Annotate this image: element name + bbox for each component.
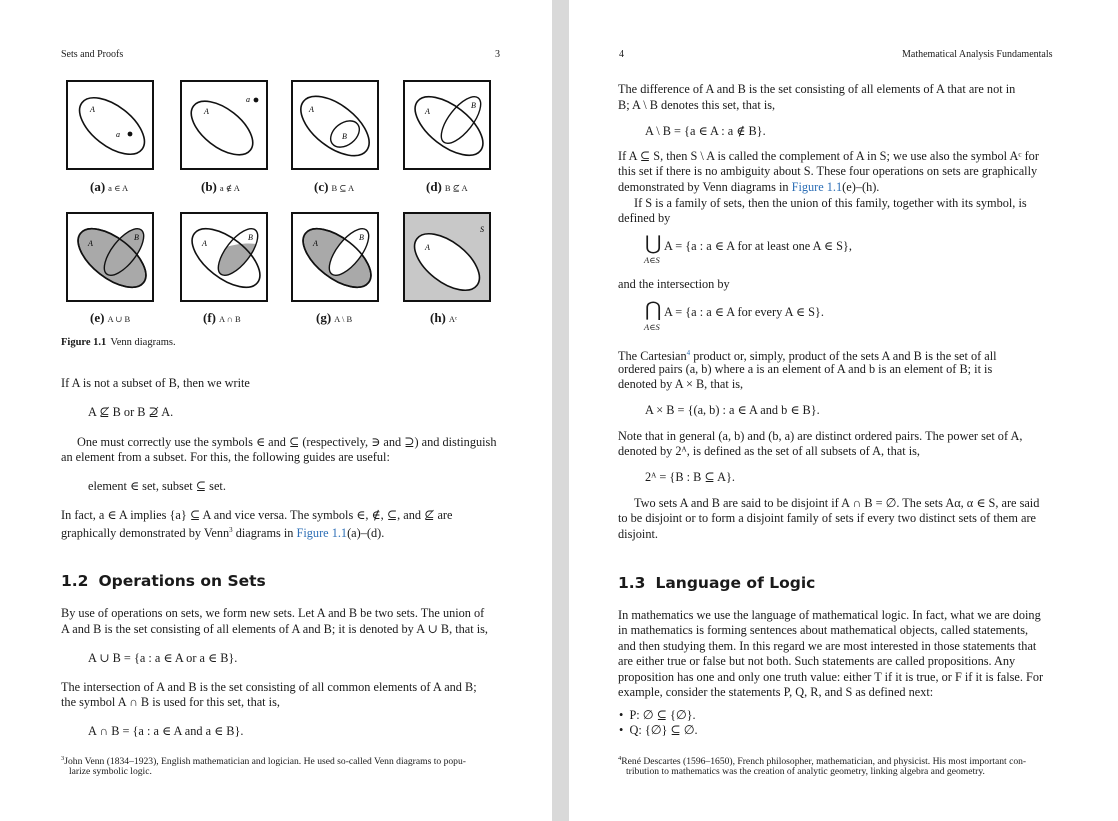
venn-diagram-a [68,82,152,168]
page-gutter [552,0,569,821]
paragraph-line: to be disjoint or to form a disjoint family of sets if every two distinct sets of them are [618,511,1037,525]
equation: A × B = {(a, b) : a ∈ A and b ∈ B}. [645,403,820,417]
panel-caption-f: (f) A ∩ B [203,310,241,325]
panel-caption-g: (g) A \ B [316,310,353,325]
paragraph-line: graphically demonstrated by Venn$^3$ diagrams in Figure 1.1(a)–(d). [61,526,385,541]
paragraph: If A is not a subset of B, then we write [61,376,250,390]
equation: A ⊈ B or B ⊉ A. [88,405,174,419]
running-head: Sets and Proofs [61,49,124,60]
venn-diagram-d [405,82,489,168]
panel-caption-b: (b) a ∉ A [201,179,240,194]
venn-panel-f [180,212,268,302]
paragraph-line: ordered pairs (a, b) where a is an element of A and b is an element of B; it is [618,362,993,376]
page-number: 3 [495,49,500,60]
figure-link[interactable]: Figure 1.1 [296,526,348,541]
venn-panel-c [291,80,379,170]
venn-diagram-h [405,214,489,300]
equation-subscript: A∈S [644,255,660,265]
venn-diagram-g [293,214,377,300]
svg-text:A: A [425,107,430,116]
right-page [569,0,1118,821]
footnote-line: larize symbolic logic. [69,766,152,777]
svg-text:S: S [480,225,484,234]
paragraph-line: A and B is the set consisting of all elements of A and B; it is denoted by A ∪ B, that is, [61,622,489,636]
svg-text:a: a [246,95,250,104]
paragraph-line: If A ⊆ S, then S \ A is called the complement of A in S; we use also the symbol Aᶜ for [618,149,1039,163]
paragraph-line: defined by [618,211,671,225]
paragraph-line: proposition has one and only one truth value: either T if it is true, or F if it is false. For [618,670,1044,684]
venn-diagram-e [68,214,152,300]
footnote: $^3$John Venn (1834–1923), English mathematician and logician. He used so-called Venn diagrams to popu- [61,755,466,768]
equation: A ∪ B = {a : a ∈ A or a ∈ B}. [88,651,238,665]
paragraph-line: One must correctly use the symbols ∈ and ⊆ (respectively, ∋ and ⊇) and distinguish [77,435,497,449]
paragraph-line: If S is a family of sets, then the union of this family, together with its symbol, is [634,196,1027,210]
figure-caption: Figure 1.1 Venn diagrams. [61,337,176,348]
svg-text:B: B [134,233,139,242]
venn-panel-g [291,212,379,302]
panel-caption-h: (h) Aᶜ [430,310,458,325]
svg-text:B: B [471,101,476,110]
paragraph-line: and then studying them. In this regard we are most interested in those statements that [618,639,1037,653]
paragraph-line: The Cartesian$^4$ product or, simply, product of the sets A and B is the set of all [618,349,997,364]
svg-text:A: A [204,107,209,116]
panel-caption-a: (a) a ∈ A [90,179,129,194]
paragraph-line: In mathematics we use the language of mathematical logic. In fact, what we are doing [618,608,1041,622]
paragraph-line: Note that in general (a, b) and (b, a) are distinct ordered pairs. The power set of A, [618,429,1023,443]
equation: A \ B = {a ∈ A : a ∉ B}. [645,124,766,138]
paragraph-line: an element from a subset. For this, the following guides are useful: [61,450,390,464]
svg-text:A: A [425,243,430,252]
big-union-symbol: ⋃ [645,233,662,255]
svg-text:A: A [90,105,95,114]
equation: A = {a : a ∈ A for at least one A ∈ S}, [664,239,852,253]
equation: 2ᴬ = {B : B ⊆ A}. [645,470,735,484]
venn-diagram-f [182,214,266,300]
paragraph-line: the symbol A ∩ B is used for this set, that is, [61,695,280,709]
big-intersection-symbol: ⋂ [645,299,662,321]
paragraph-line: In fact, a ∈ A implies {a} ⊆ A and vice versa. The symbols ∈, ∉, ⊆, and ⊈ are [61,508,453,522]
svg-text:B: B [248,233,253,242]
left-page [0,0,552,821]
equation: A ∩ B = {a : a ∈ A and a ∈ B}. [88,724,244,738]
paragraph-line: B; A \ B denotes this set, that is, [618,98,776,112]
venn-panel-b [180,80,268,170]
panel-caption-d: (d) B ⊈ A [426,179,468,194]
svg-text:A: A [202,239,207,248]
equation-subscript: A∈S [644,322,660,332]
equation: A = {a : a ∈ A for every A ∈ S}. [664,305,824,319]
svg-text:a: a [116,130,120,139]
venn-diagram-c [293,82,377,168]
svg-text:A: A [313,239,318,248]
paragraph-line: disjoint. [618,527,658,541]
paragraph-line: in mathematics is forming sentences about mathematical objects, called statements, [618,623,1029,637]
svg-text:B: B [342,132,347,141]
venn-panel-h [403,212,491,302]
paragraph-line: demonstrated by Venn diagrams in Figure 1.1(e)–(h). [618,180,880,194]
panel-caption-e: (e) A ∪ B [90,310,131,325]
figure-link[interactable]: Figure 1.1 [791,180,843,194]
running-head: Mathematical Analysis Fundamentals [902,49,1053,60]
paragraph-line: The difference of A and B is the set consisting of all elements of A that are not in [618,82,1016,96]
paragraph-line: and the intersection by [618,277,730,291]
svg-text:A: A [309,105,314,114]
list-item: • P: ∅ ⊆ {∅}. [619,708,696,722]
paragraph-line: denoted by 2ᴬ, is defined as the set of all subsets of A, that is, [618,444,920,458]
footnote: $^4$René Descartes (1596–1650), French philosopher, mathematician, and physicist. His most important con- [618,755,1027,768]
venn-panel-d [403,80,491,170]
list-item: • Q: {∅} ⊆ ∅. [619,723,698,737]
panel-caption-c: (c) B ⊆ A [314,179,355,194]
venn-panel-a [66,80,154,170]
paragraph-line: example, consider the statements P, Q, R, and S as defined next: [618,685,934,699]
section-heading: 1.3 Language of Logic [618,574,816,592]
paragraph-line: denoted by A × B, that is, [618,377,744,391]
paragraph-line: Two sets A and B are said to be disjoint if A ∩ B = ∅. The sets Aα, α ∈ S, are said [634,496,1040,510]
footnote-ref[interactable]: 4 [686,349,691,357]
footnote-line: tribution to mathematics was the creation of analytic geometry, linking algebra and geometry. [626,766,985,777]
paragraph-line: The intersection of A and B is the set consisting of all common elements of A and B; [61,680,477,694]
venn-diagram-b [182,82,266,168]
svg-text:A: A [88,239,93,248]
equation: element ∈ set, subset ⊆ set. [88,479,226,493]
paragraph-line: this set if there is no ambiguity about S. These four operations on sets are graphically [618,164,1038,178]
section-heading: 1.2 Operations on Sets [61,572,266,590]
page-number: 4 [619,49,624,60]
svg-text:B: B [359,233,364,242]
paragraph-line: are either true or false but not both. Such statements are called propositions. Any [618,654,1016,668]
paragraph-line: By use of operations on sets, we form new sets. Let A and B be two sets. The union of [61,606,485,620]
venn-panel-e [66,212,154,302]
